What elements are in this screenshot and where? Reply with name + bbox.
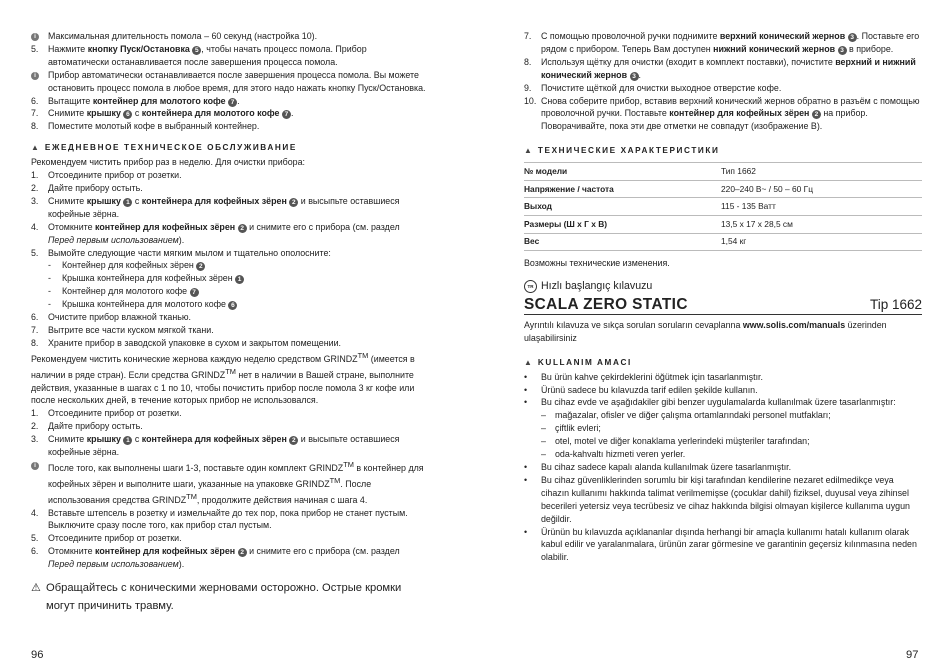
list-item-text: Крышка контейнера для молотого кофе 6 <box>62 299 237 309</box>
list-item <box>31 30 426 43</box>
right-page <box>524 30 922 564</box>
warning-text-line1: Обращайтесь с коническими жерновами осторожно. Острые кромки <box>46 582 402 595</box>
list-item-text: Рекомендуем чистить прибор раз в неделю. Для очистки прибора: <box>31 157 306 168</box>
model-name: SCALA ZERO STATIC <box>524 296 688 314</box>
list-item <box>524 371 922 384</box>
list-item <box>524 396 922 409</box>
spec-key: Вес <box>524 233 721 251</box>
list-marker: 6. <box>31 312 39 323</box>
list-item <box>31 407 426 420</box>
list-item <box>31 507 426 533</box>
spec-row <box>524 163 922 181</box>
list-marker: - <box>48 260 51 271</box>
spec-key: Размеры (Ш x Г x В) <box>524 215 721 233</box>
list-item <box>524 56 922 82</box>
language-flag-icon: TR <box>524 280 537 293</box>
list-item-text: Вытащите контейнер для молотого кофе 7 . <box>48 95 240 106</box>
list-item <box>524 82 922 95</box>
quick-start-text: Hızlı başlangıç kılavuzu <box>541 280 653 293</box>
list-item-text: Снимите крышку 1 с контейнера для кофейных зёрен 2 и высыпьте оставшиеся кофейные зёрна. <box>48 434 400 458</box>
list-item-text: После того, как выполнены шаги 1-3, поставьте один комплект GRINDZ™ в контейнер для кофейных зёрен и выполните шаги, указанные на упаковке GRINDZ™. После использования средства GRINDZ™, продолжите действия начиная с шага 4. <box>48 459 424 505</box>
list-item-text: Прибор автоматически останавливается после завершения процесса помола. Вы можете остановить процесс помола в любое время, для этого надо нажать кнопку Пуск/Остановка. <box>48 69 426 93</box>
list-marker: 8. <box>31 337 39 348</box>
list-marker: – <box>541 410 546 421</box>
left-page <box>31 30 426 615</box>
list-item <box>31 532 426 545</box>
list-item-text: Отомкните контейнер для кофейных зёрен 2 и снимите его с прибора (см. раздел Перед первым использованием). <box>48 221 400 245</box>
list-item-text: Снимите крышку 6 с контейнера для молотого кофе 7 . <box>48 108 294 119</box>
list-item-text: Рекомендуем чистить конические жернова каждую неделю средством GRINDZ™ (имеется в наличии в ряде стран). Если средства GRINDZ™ нет в наличии в Вашей стране, выполните действия, указанные в шагах с 1 по 10, чтобы почистить прибор после помола 3 кг кофе или после нескольких дней, в течение которых прибор не использовался. <box>31 350 415 406</box>
list-item <box>31 195 426 221</box>
list-marker: – <box>541 423 546 434</box>
triangle-icon: ▲ <box>524 146 532 156</box>
list-item-text: mağazalar, ofisler ve diğer çalışma ortamlarındaki personel mutfakları; <box>555 410 831 421</box>
list-item-text: Снимите крышку 1 с контейнера для кофейных зёрен 2 и высыпьте оставшиеся кофейные зёрна. <box>48 195 400 219</box>
list-item <box>31 350 426 408</box>
list-marker: 8. <box>31 121 39 132</box>
list-item-text: Максимальная длительность помола – 60 секунд (настройка 10). <box>48 31 318 41</box>
usage-heading <box>524 357 922 370</box>
spec-value: 1,54 кг <box>721 233 922 251</box>
list-item <box>31 247 426 260</box>
list-item <box>31 272 426 285</box>
list-item <box>31 433 426 459</box>
triangle-icon: ▲ <box>31 143 39 153</box>
list-marker: 4. <box>31 507 39 518</box>
maintenance-heading-text: ЕЖЕДНЕВНОЕ ТЕХНИЧЕСКОЕ ОБСЛУЖИВАНИЕ <box>44 143 297 153</box>
tech-heading-text: ТЕХНИЧЕСКИЕ ХАРАКТЕРИСТИКИ <box>537 146 720 156</box>
guide-text: Ayrıntılı kılavuza ve sıkça sorulan soruların cevaplanna www.solis.com/manuals üzerinden ulaşabilirsiniz <box>524 319 887 343</box>
list-item <box>524 461 922 474</box>
list-item-text: oda-kahvaltı hizmeti veren yerler. <box>555 449 686 460</box>
list-item-text: Храните прибор в заводской упаковке в сухом и закрытом помещении. <box>48 337 342 348</box>
list-item <box>31 156 426 169</box>
list-item-text: Используя щётку для очистки (входит в комплект поставки), почистите верхний и нижний конический жернов 3 . <box>541 56 916 80</box>
list-marker: • <box>524 397 528 408</box>
list-marker: - <box>48 286 51 297</box>
triangle-icon: ▲ <box>524 357 532 367</box>
list-marker: • <box>524 526 528 537</box>
list-item-text: Bu ürün kahve çekirdeklerini öğütmek için tasarlanmıştır. <box>541 371 763 382</box>
spec-key: Выход <box>524 198 721 216</box>
list-marker: 3. <box>31 195 39 206</box>
list-item <box>31 43 426 69</box>
left-intro-list <box>31 30 426 133</box>
list-marker: 7. <box>31 324 39 335</box>
list-marker: • <box>524 371 528 382</box>
spec-row <box>524 215 922 233</box>
spec-table <box>524 162 922 251</box>
list-item-text: Вымойте следующие части мягким мылом и тщательно ополосните: <box>48 247 331 258</box>
list-marker: 9. <box>524 82 532 93</box>
list-item <box>31 311 426 324</box>
list-marker: 1. <box>31 408 39 419</box>
list-item <box>31 337 426 350</box>
list-marker: 6. <box>31 546 39 557</box>
list-item <box>524 474 922 526</box>
list-item-text: Отсоедините прибор от розетки. <box>48 408 182 419</box>
quick-start-title <box>524 280 922 293</box>
info-icon: i <box>31 69 46 82</box>
list-marker: 5. <box>31 247 39 258</box>
list-item <box>31 298 426 311</box>
list-marker: – <box>541 449 546 460</box>
list-marker: • <box>524 462 528 472</box>
list-item-text: çiftlik evleri; <box>555 423 601 434</box>
list-marker: - <box>48 299 51 310</box>
list-item-text: otel, motel ve diğer konaklama yerlerindeki müşteriler tarafından; <box>555 436 810 447</box>
list-item <box>524 95 922 134</box>
list-item <box>31 459 426 507</box>
list-item-text: Bu cihaz sadece kapalı alanda kullanılmak üzere tasarlanmıştır. <box>541 462 792 472</box>
list-item-text: С помощью проволочной ручки поднимите верхний конический жернов 3 . Поставьте его рядом с прибором. Теперь Вам доступен нижний конический жернов 3 в приборе. <box>541 31 920 54</box>
list-item-text: Крышка контейнера для кофейных зёрен 1 <box>62 273 244 283</box>
list-marker: 10. <box>524 95 537 106</box>
maintenance-list <box>31 156 426 571</box>
page-number-left: 96 <box>31 649 44 661</box>
list-marker: – <box>541 436 546 447</box>
list-item-text: Ürünün bu kılavuzda açıklananlar dışında herhangi bir amaçla kullanımı hatalı kullanım olarak kabul edilir ve yaralanmalara, ürünün zarar görmesine ve garantinin geçersiz kılınmasına neden olabilir. <box>541 526 917 563</box>
list-item-text: Очистите прибор влажной тканью. <box>48 312 191 323</box>
list-marker: 7. <box>524 31 532 41</box>
list-item <box>31 120 426 133</box>
list-item-text: Поместите молотый кофе в выбранный контейнер. <box>48 121 260 132</box>
list-item <box>524 409 922 422</box>
maintenance-heading <box>31 142 426 155</box>
list-item <box>524 526 922 565</box>
list-item-text: Отсоедините прибор от розетки. <box>48 533 182 544</box>
list-item-text: Снова соберите прибор, вставив верхний конический жернов обратно в разъём с помощью проволочной ручки. Поставьте контейнер для кофейных зёрен 2 на прибор. Поворачивайте, пока эти две отметки не совпадут (изображение B). <box>541 95 920 132</box>
list-item <box>31 69 426 95</box>
list-marker: 5. <box>31 43 39 54</box>
spec-key: № модели <box>524 163 721 181</box>
tech-heading <box>524 145 922 158</box>
spec-note: Возможны технические изменения. <box>524 258 670 269</box>
list-item-text: Дайте прибору остыть. <box>48 421 143 432</box>
list-item <box>524 30 922 56</box>
list-item-text: Контейнер для кофейных зёрен 2 <box>62 260 205 270</box>
usage-heading-text: KULLANIM AMACI <box>537 357 632 367</box>
spec-row <box>524 180 922 198</box>
list-item <box>31 169 426 182</box>
list-marker: • <box>524 384 528 395</box>
list-marker: - <box>48 273 51 284</box>
list-item-text: Bu cihaz evde ve aşağıdakiler gibi benzer uygulamalarda kullanılmak üzere tasarlanmıştır: <box>541 397 896 408</box>
list-marker: 7. <box>31 108 39 119</box>
info-icon: i <box>31 459 46 472</box>
list-item <box>31 285 426 298</box>
list-marker: 5. <box>31 533 39 544</box>
list-item <box>524 435 922 448</box>
list-item-text: Почистите щёткой для очистки выходное отверстие кофе. <box>541 82 782 93</box>
usage-list <box>524 371 922 565</box>
list-marker: • <box>524 474 528 485</box>
list-item <box>31 107 426 120</box>
info-icon: i <box>31 30 46 43</box>
model-type: Tip 1662 <box>869 297 922 313</box>
list-item-text: Вытрите все части куском мягкой ткани. <box>48 324 214 335</box>
spec-value: 13,5 x 17 x 28,5 см <box>721 215 922 233</box>
list-item <box>524 448 922 461</box>
spec-value: 115 - 135 Ватт <box>721 198 922 216</box>
list-marker: 1. <box>31 170 39 181</box>
spec-row <box>524 198 922 216</box>
model-header <box>524 296 922 315</box>
list-item-text: Отсоедините прибор от розетки. <box>48 170 182 181</box>
list-item-text: Ürünü sadece bu kılavuzda tarif edilen şekilde kullanın. <box>541 384 758 395</box>
list-item <box>524 384 922 397</box>
list-marker: 4. <box>31 221 39 232</box>
warning-block <box>31 579 426 615</box>
spec-key: Напряжение / частота <box>524 180 721 198</box>
spec-value: 220–240 В~ / 50 – 60 Гц <box>721 180 922 198</box>
page-number-right: 97 <box>906 649 919 661</box>
list-item-text: Bu cihaz güvenliklerinden sorumlu bir kişi tarafından kendilerine nezaret edilmedikçe veya cihazın kullanımı hakkında talimat verilmemişse (çocuklar dahil) fiziksel, duyusal veya zihinsel becerileri yetersiz veya tecrübesiz ve cihaz hakkında bilgisi olmayan kişilerce kullanıma uygun değildir. <box>541 474 910 524</box>
list-item <box>524 422 922 435</box>
list-item-text: Нажмите кнопку Пуск/Остановка 5 , чтобы начать процесс помола. Прибор автоматически останавливается после завершения процесса помола. <box>48 43 367 67</box>
list-item <box>31 221 426 247</box>
list-item <box>31 182 426 195</box>
list-item <box>31 545 426 571</box>
list-item-text: Отомкните контейнер для кофейных зёрен 2 и снимите его с прибора (см. раздел Перед первым использованием). <box>48 546 400 570</box>
list-marker: 3. <box>31 434 39 445</box>
list-item-text: Контейнер для молотого кофе 7 <box>62 286 199 296</box>
list-item-text: Дайте прибору остыть. <box>48 182 143 193</box>
list-item <box>31 324 426 337</box>
list-marker: 8. <box>524 56 532 67</box>
list-item <box>31 420 426 433</box>
warning-icon: ⚠ <box>31 582 41 595</box>
list-item <box>31 259 426 272</box>
list-marker: 6. <box>31 95 39 106</box>
list-marker: 2. <box>31 182 39 193</box>
warning-text-line2: могут причинить травму. <box>46 600 174 613</box>
spec-row <box>524 233 922 251</box>
spec-value: Тип 1662 <box>721 163 922 181</box>
list-item-text: Вставьте штепсель в розетку и измельчайте до тех пор, пока прибор не станет пустым. Выключите сразу после того, как прибор стал пустым. <box>48 507 408 531</box>
cleaning-steps-list <box>524 30 922 133</box>
list-marker: 2. <box>31 421 39 432</box>
list-item <box>31 95 426 108</box>
